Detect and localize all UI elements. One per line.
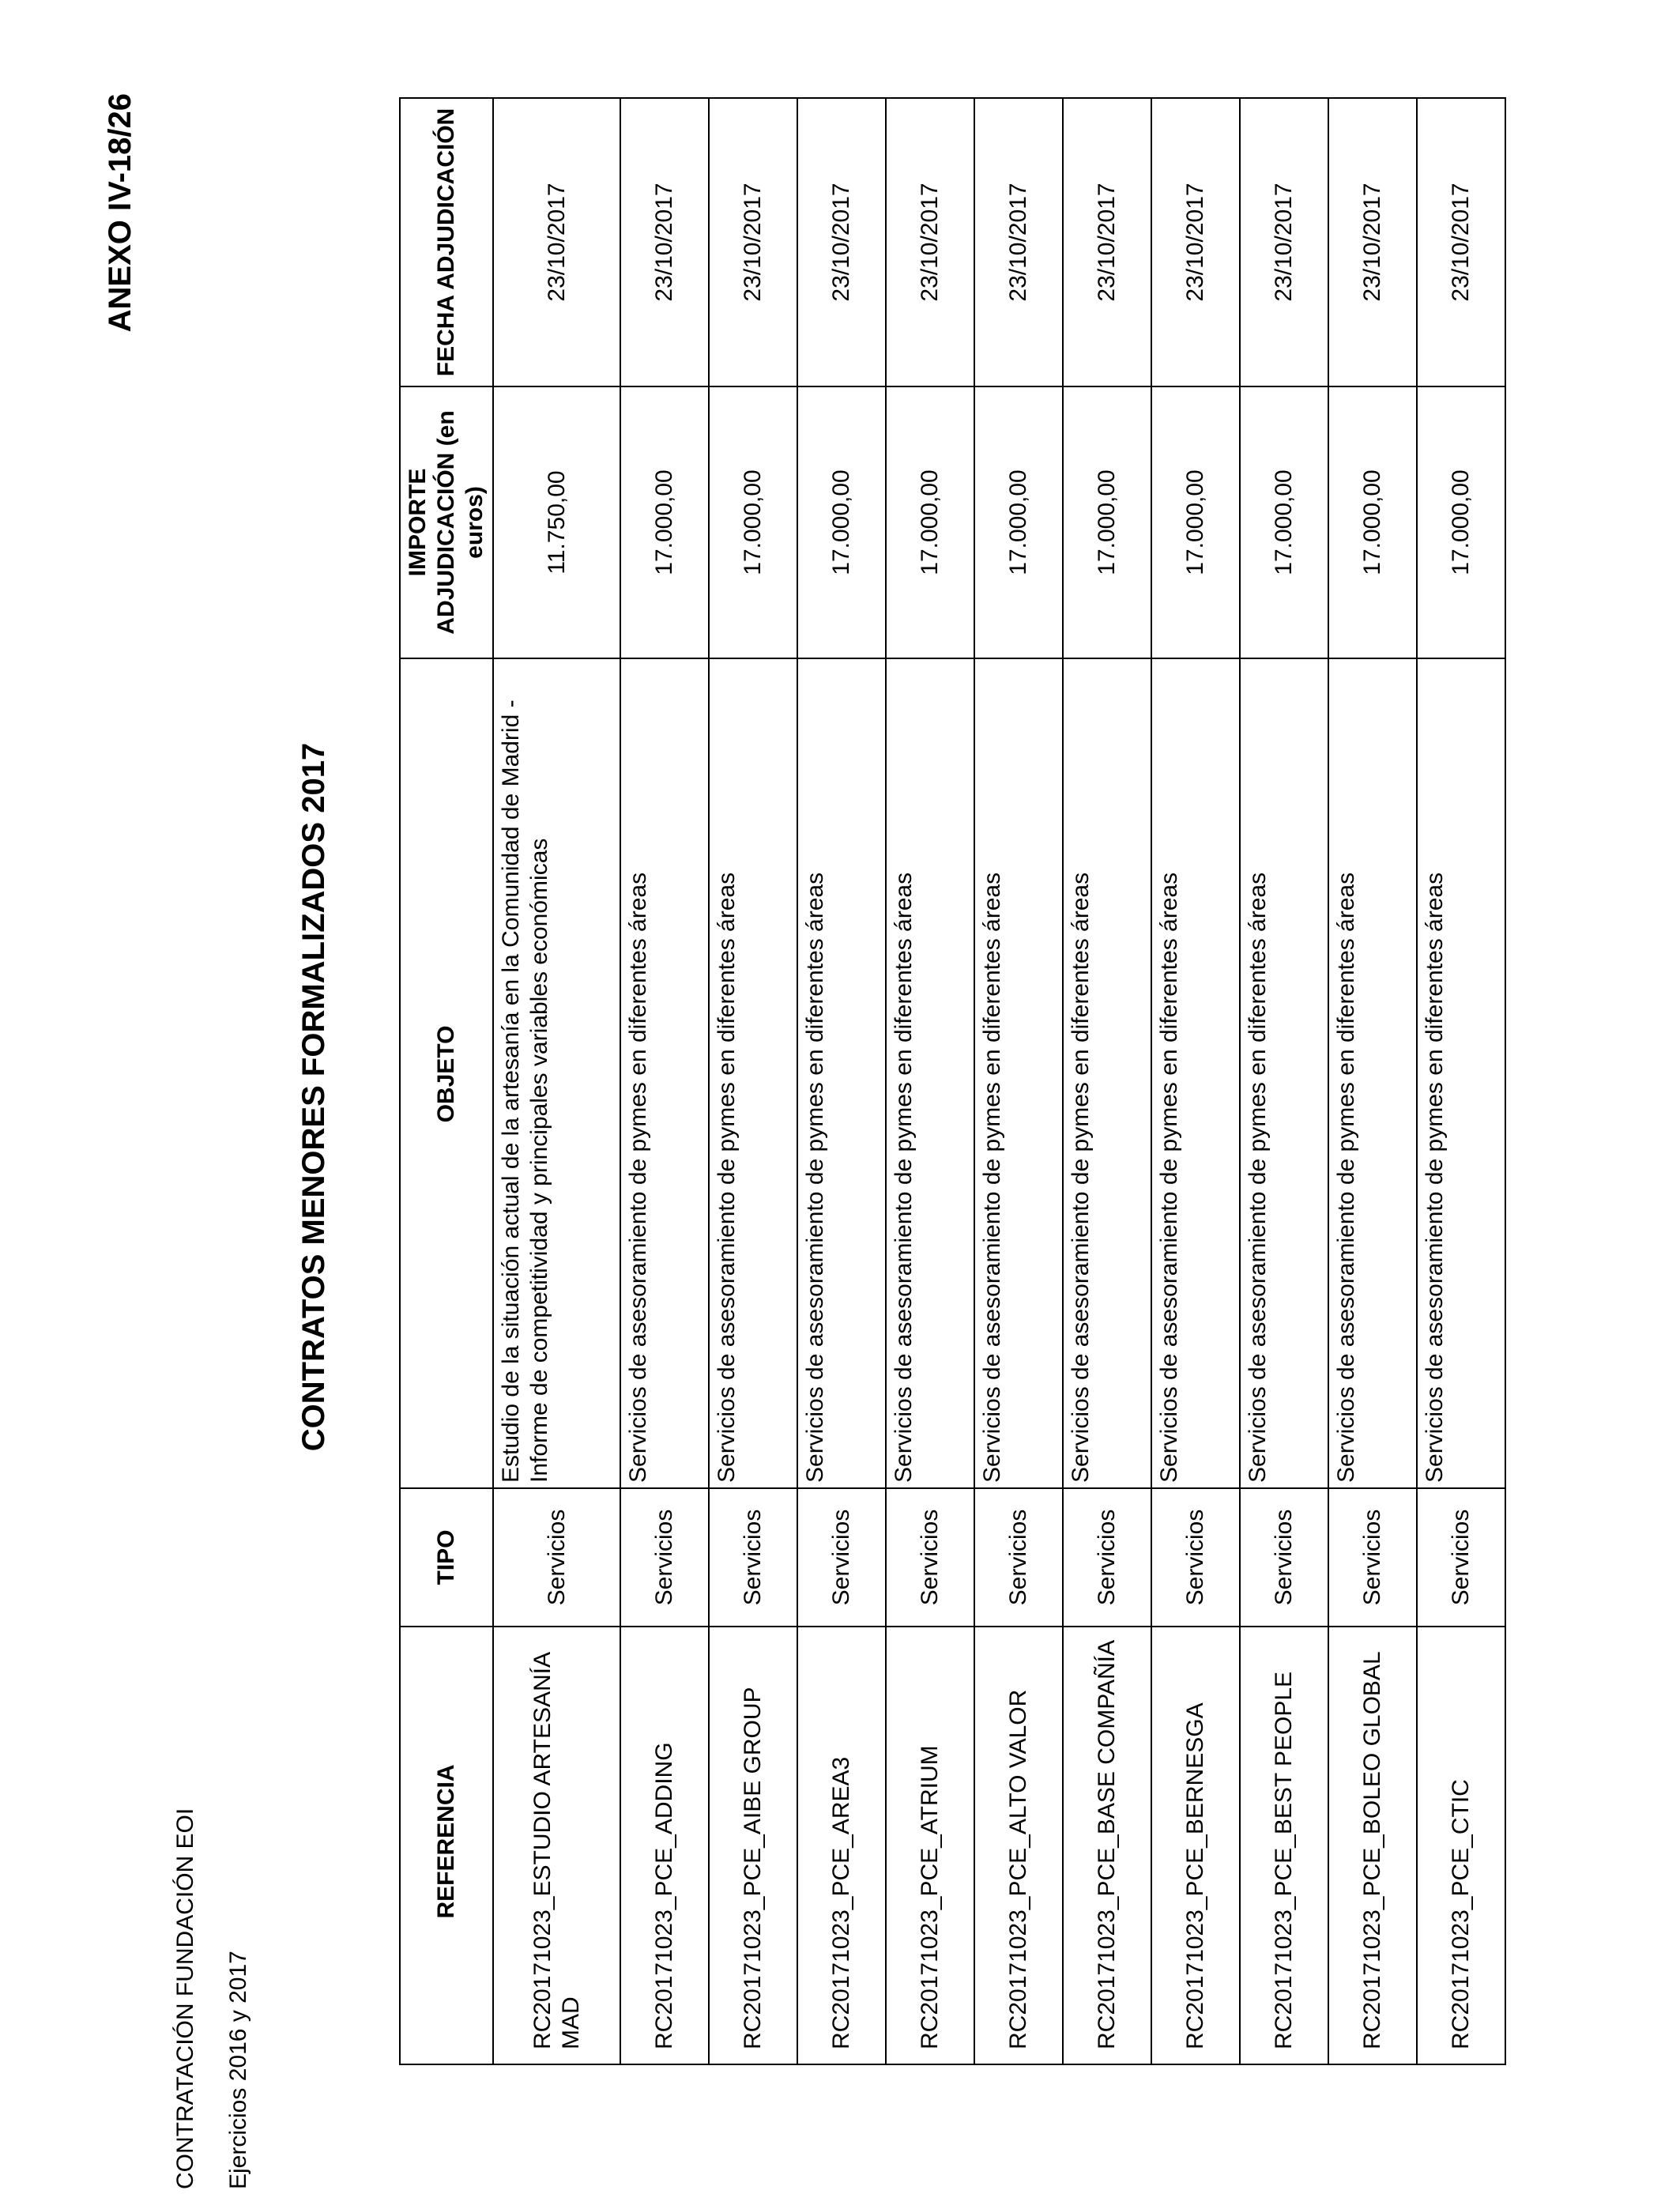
table-row [1417, 98, 1505, 2064]
cell-tipo: Servicios [797, 1488, 886, 1627]
cell-tipo: Servicios [1240, 1488, 1328, 1627]
table-row [797, 98, 886, 2064]
cell-tipo: Servicios [620, 1488, 709, 1627]
cell-fecha: 23/10/2017 [1151, 98, 1240, 386]
cell-referencia: RC20171023_PCE_ADDING [620, 1627, 709, 2064]
cell-referencia: RC20171023_ESTUDIO ARTESANÍA MAD [493, 1627, 620, 2064]
cell-tipo: Servicios [1417, 1488, 1505, 1627]
cell-importe: 17.000,00 [886, 386, 974, 658]
cell-referencia: RC20171023_PCE_ATRIUM [886, 1627, 974, 2064]
cell-tipo: Servicios [1151, 1488, 1240, 1627]
cell-objeto: Servicios de asesoramiento de pymes en diferentes áreas [709, 658, 797, 1488]
cell-referencia: RC20171023_PCE_AREA3 [797, 1627, 886, 2064]
document-title: CONTRATOS MENORES FORMALIZADOS 2017 [296, 742, 331, 1452]
cell-fecha: 23/10/2017 [709, 98, 797, 386]
table-header-row [400, 98, 493, 2064]
cell-objeto: Servicios de asesoramiento de pymes en diferentes áreas [1240, 658, 1328, 1488]
cell-importe: 11.750,00 [493, 386, 620, 658]
cell-fecha: 23/10/2017 [1063, 98, 1151, 386]
cell-importe: 17.000,00 [1328, 386, 1417, 658]
cell-importe: 17.000,00 [1417, 386, 1505, 658]
cell-objeto: Servicios de asesoramiento de pymes en diferentes áreas [620, 658, 709, 1488]
cell-referencia: RC20171023_PCE_BERNESGA [1151, 1627, 1240, 2064]
cell-fecha: 23/10/2017 [886, 98, 974, 386]
table-row [1151, 98, 1240, 2064]
cell-objeto: Servicios de asesoramiento de pymes en diferentes áreas [886, 658, 974, 1488]
table-row [1240, 98, 1328, 2064]
table-row [886, 98, 974, 2064]
cell-objeto: Servicios de asesoramiento de pymes en diferentes áreas [797, 658, 886, 1488]
cell-importe: 17.000,00 [1151, 386, 1240, 658]
column-header-fecha: FECHA ADJUDICACIÓN [400, 98, 493, 386]
cell-fecha: 23/10/2017 [1417, 98, 1505, 386]
table-row [709, 98, 797, 2064]
table-row [620, 98, 709, 2064]
cell-objeto: Servicios de asesoramiento de pymes en diferentes áreas [1328, 658, 1417, 1488]
cell-tipo: Servicios [1328, 1488, 1417, 1627]
cell-referencia: RC20171023_PCE_BEST PEOPLE [1240, 1627, 1328, 2064]
cell-importe: 17.000,00 [1063, 386, 1151, 658]
cell-fecha: 23/10/2017 [620, 98, 709, 386]
cell-importe: 17.000,00 [620, 386, 709, 658]
column-header-importe: IMPORTE ADJUDICACIÓN (en euros) [400, 386, 493, 658]
cell-objeto: Estudio de la situación actual de la artesanía en la Comunidad de Madrid - Informe de competitividad y principales variables económicas [493, 658, 620, 1488]
cell-referencia: RC20171023_PCE_CTIC [1417, 1627, 1505, 2064]
table-row [1328, 98, 1417, 2064]
cell-tipo: Servicios [974, 1488, 1063, 1627]
table-row [493, 98, 620, 2064]
cell-tipo: Servicios [886, 1488, 974, 1627]
cell-objeto: Servicios de asesoramiento de pymes en diferentes áreas [1417, 658, 1505, 1488]
cell-fecha: 23/10/2017 [974, 98, 1063, 386]
cell-fecha: 23/10/2017 [1328, 98, 1417, 386]
table-row [1063, 98, 1151, 2064]
cell-objeto: Servicios de asesoramiento de pymes en diferentes áreas [1151, 658, 1240, 1488]
cell-importe: 17.000,00 [709, 386, 797, 658]
cell-fecha: 23/10/2017 [493, 98, 620, 386]
cell-importe: 17.000,00 [1240, 386, 1328, 658]
cell-referencia: RC20171023_PCE_BOLEO GLOBAL [1328, 1627, 1417, 2064]
cell-objeto: Servicios de asesoramiento de pymes en diferentes áreas [974, 658, 1063, 1488]
column-header-objeto: OBJETO [400, 658, 493, 1488]
cell-tipo: Servicios [1063, 1488, 1151, 1627]
cell-referencia: RC20171023_PCE_ALTO VALOR [974, 1627, 1063, 2064]
cell-referencia: RC20171023_PCE_AIBE GROUP [709, 1627, 797, 2064]
cell-importe: 17.000,00 [974, 386, 1063, 658]
cell-fecha: 23/10/2017 [797, 98, 886, 386]
column-header-tipo: TIPO [400, 1488, 493, 1627]
cell-tipo: Servicios [493, 1488, 620, 1627]
table-row [974, 98, 1063, 2064]
organization-header: CONTRATACIÓN FUNDACIÓN EOI [172, 1808, 198, 2189]
column-header-referencia: REFERENCIA [400, 1627, 493, 2064]
contracts-table [399, 97, 1506, 2065]
cell-tipo: Servicios [709, 1488, 797, 1627]
cell-objeto: Servicios de asesoramiento de pymes en diferentes áreas [1063, 658, 1151, 1488]
cell-importe: 17.000,00 [797, 386, 886, 658]
cell-fecha: 23/10/2017 [1240, 98, 1328, 386]
cell-referencia: RC20171023_PCE_BASE COMPAÑÍA [1063, 1627, 1151, 2064]
annex-label: ANEXO IV-18/26 [103, 93, 137, 333]
years-header: Ejercicios 2016 y 2017 [225, 1951, 251, 2189]
